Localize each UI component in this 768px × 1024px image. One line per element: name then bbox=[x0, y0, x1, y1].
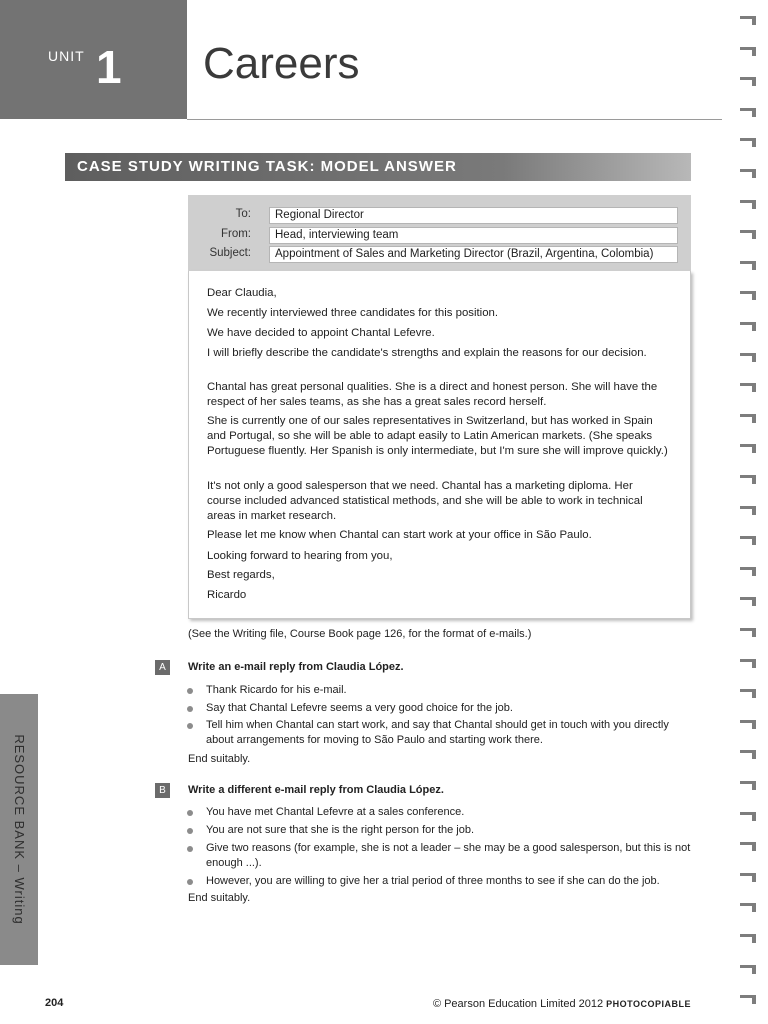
bullet-icon bbox=[187, 723, 193, 729]
copyright-text: © Pearson Education Limited 2012 bbox=[432, 998, 604, 1010]
binding-ring-icon bbox=[740, 965, 756, 974]
binding-ring-icon bbox=[740, 536, 756, 545]
binding-ring-icon bbox=[740, 322, 756, 331]
binding-ring-icon bbox=[740, 16, 756, 25]
binding-ring-icon bbox=[740, 934, 756, 943]
ring-binding bbox=[738, 0, 768, 1024]
binding-ring-icon bbox=[740, 138, 756, 147]
format-note: (See the Writing file, Course Book page 126, for the format of e-mails.) bbox=[188, 628, 532, 640]
body-paragraph: Chantal has great personal qualities. She is a direct and honest person. She will have the respect of her sales teams, as she has a great sales record herself. bbox=[207, 381, 658, 408]
task-b-bullet: You are not sure that she is the right person for the job. bbox=[206, 824, 475, 836]
binding-ring-icon bbox=[740, 230, 756, 239]
binding-ring-icon bbox=[740, 720, 756, 729]
binding-ring-icon bbox=[740, 414, 756, 423]
binding-ring-icon bbox=[740, 291, 756, 300]
email-header bbox=[188, 195, 691, 271]
task-b-end: End suitably. bbox=[188, 892, 251, 904]
title-divider bbox=[187, 119, 722, 120]
bullet-icon bbox=[187, 810, 193, 816]
from-field: Head, interviewing team bbox=[269, 227, 678, 244]
page-title: Careers bbox=[203, 39, 360, 88]
binding-ring-icon bbox=[740, 689, 756, 698]
task-b-bullet: However, you are willing to give her a trial period of three months to see if she can do the job. bbox=[206, 875, 660, 887]
salutation: Dear Claudia, bbox=[207, 287, 277, 299]
bullet-icon bbox=[187, 879, 193, 885]
task-a-tag: A bbox=[155, 660, 170, 675]
binding-ring-icon bbox=[740, 781, 756, 790]
body-paragraph: We have decided to appoint Chantal Lefevre. bbox=[207, 327, 435, 339]
subject-field: Appointment of Sales and Marketing Director (Brazil, Argentina, Colombia) bbox=[269, 246, 678, 263]
binding-ring-icon bbox=[740, 261, 756, 270]
case-study-banner: CASE STUDY WRITING TASK: MODEL ANSWER bbox=[65, 153, 691, 181]
resource-bank-tab bbox=[0, 694, 38, 965]
side-tab-label: RESOURCE BANK – Writing bbox=[12, 734, 27, 925]
task-a-bullet: Thank Ricardo for his e-mail. bbox=[206, 684, 347, 696]
sign-off: Best regards, bbox=[207, 569, 275, 581]
body-paragraph: She is currently one of our sales representatives in Switzerland, but has worked in Spain and Portugal, so she will be able to adapt easily to Latin American markets. (She speaks Portuguese fluently. Her Spanish is only intermediate, but I'm sure she will improve quickly.) bbox=[207, 415, 668, 457]
task-b-bullet: Give two reasons (for example, she is not a leader – she may be a good salesperson, but this is not enough ...). bbox=[206, 842, 691, 869]
body-paragraph: It's not only a good salesperson that we need. Chantal has a marketing diploma. Her course included advanced statistical methods, and she will be able to work in technical areas in market research. bbox=[207, 480, 643, 522]
from-label: From: bbox=[220, 228, 251, 240]
binding-ring-icon bbox=[740, 47, 756, 56]
bullet-icon bbox=[187, 846, 193, 852]
binding-ring-icon bbox=[740, 842, 756, 851]
to-row bbox=[188, 207, 691, 224]
binding-ring-icon bbox=[740, 995, 756, 1004]
binding-ring-icon bbox=[740, 873, 756, 882]
binding-ring-icon bbox=[740, 108, 756, 117]
binding-ring-icon bbox=[740, 812, 756, 821]
binding-ring-icon bbox=[740, 597, 756, 606]
binding-ring-icon bbox=[740, 353, 756, 362]
to-label: To: bbox=[235, 208, 251, 220]
email-body bbox=[188, 271, 691, 619]
binding-ring-icon bbox=[740, 200, 756, 209]
binding-ring-icon bbox=[740, 750, 756, 759]
task-b-tag: B bbox=[155, 783, 170, 798]
unit-block bbox=[0, 0, 187, 119]
task-a-title: Write an e-mail reply from Claudia López. bbox=[188, 661, 404, 673]
body-paragraph: I will briefly describe the candidate's strengths and explain the reasons for our decision. bbox=[207, 347, 647, 359]
signature-name: Ricardo bbox=[207, 589, 247, 601]
task-a-bullet: Tell him when Chantal can start work, and say that Chantal should get in touch with you directly about arrangements for moving to São Paulo and starting work there. bbox=[206, 719, 669, 746]
subject-row bbox=[188, 246, 691, 263]
body-paragraph: We recently interviewed three candidates for this position. bbox=[207, 307, 499, 319]
binding-ring-icon bbox=[740, 444, 756, 453]
binding-ring-icon bbox=[740, 383, 756, 392]
page-number: 204 bbox=[45, 997, 64, 1009]
task-a-end: End suitably. bbox=[188, 753, 251, 765]
task-b-title: Write a different e-mail reply from Claudia López. bbox=[188, 784, 444, 796]
unit-number: 1 bbox=[96, 41, 122, 93]
task-b-bullet: You have met Chantal Lefevre at a sales conference. bbox=[206, 806, 465, 818]
body-paragraph: Please let me know when Chantal can start work at your office in São Paulo. bbox=[207, 529, 592, 541]
binding-ring-icon bbox=[740, 77, 756, 86]
bullet-icon bbox=[187, 688, 193, 694]
closing-line: Looking forward to hearing from you, bbox=[207, 550, 393, 562]
from-row bbox=[188, 227, 691, 244]
binding-ring-icon bbox=[740, 903, 756, 912]
binding-ring-icon bbox=[740, 169, 756, 178]
binding-ring-icon bbox=[740, 506, 756, 515]
subject-label: Subject: bbox=[209, 247, 251, 259]
photocopiable-label: PHOTOCOPIABLE bbox=[606, 999, 691, 1009]
to-field: Regional Director bbox=[269, 207, 678, 224]
binding-ring-icon bbox=[740, 567, 756, 576]
bullet-icon bbox=[187, 706, 193, 712]
binding-ring-icon bbox=[740, 659, 756, 668]
copyright-notice bbox=[433, 998, 691, 1010]
bullet-icon bbox=[187, 828, 193, 834]
task-a-bullet: Say that Chantal Lefevre seems a very good choice for the job. bbox=[206, 702, 513, 714]
unit-label: UNIT bbox=[48, 48, 85, 64]
binding-ring-icon bbox=[740, 628, 756, 637]
binding-ring-icon bbox=[740, 475, 756, 484]
